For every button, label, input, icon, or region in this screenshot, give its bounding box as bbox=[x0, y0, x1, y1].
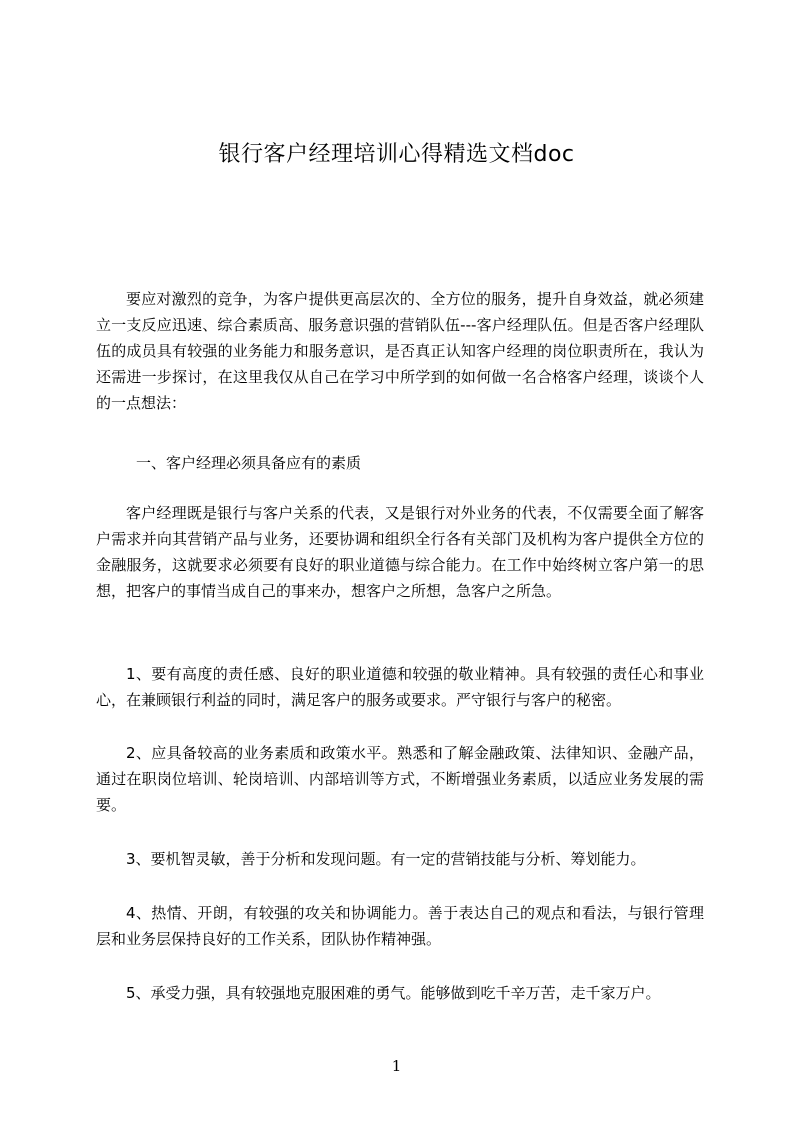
list-item-4: 4、热情、开朗，有较强的攻关和协调能力。善于表达自己的观点和看法，与银行管理层和业务层保持良好的工作关系，团队协作精神强。 bbox=[96, 904, 704, 948]
list-item-5: 5、承受力强，具有较强地克服困难的勇气。能够做到吃千辛万苦，走千家万户。 bbox=[126, 984, 661, 1002]
list-item-1: 1、要有高度的责任感、良好的职业道德和较强的敬业精神。具有较强的责任心和事业心，在兼顾银行利益的同时，满足客户的服务或要求。严守银行与客户的秘密。 bbox=[96, 665, 704, 709]
intro-paragraph: 要应对激烈的竞争，为客户提供更高层次的、全方位的服务，提升自身效益，就必须建立一支反应迅速、综合素质高、服务意识强的营销队伍---客户经理队伍。但是否客户经理队伍的成员具有较强的业务能力和服务意识，是否真正认知客户经理的岗位职责所在，我认为还需进一步探讨，在这里我仅从自己在学习中所学到的如何做一名合格客户经理，谈谈个人的一点想法： bbox=[96, 290, 704, 412]
section-1-paragraph: 客户经理既是银行与客户关系的代表，又是银行对外业务的代表，不仅需要全面了解客户需求并向其营销产品与业务，还要协调和组织全行各有关部门及机构为客户提供全方位的金融服务，这就要求必须要有良好的职业道德与综合能力。在工作中始终树立客户第一的思想，把客户的事情当成自己的事来办，想客户之所想，急客户之所急。 bbox=[96, 504, 704, 600]
list-item-2: 2、应具备较高的业务素质和政策水平。熟悉和了解金融政策、法律知识、金融产品，通过在职岗位培训、轮岗培训、内部培训等方式，不断增强业务素质，以适应业务发展的需要。 bbox=[96, 744, 704, 814]
list-item-3: 3、要机智灵敏，善于分析和发现问题。有一定的营销技能与分析、筹划能力。 bbox=[126, 850, 646, 868]
page-number: 1 bbox=[391, 1057, 402, 1075]
section-heading-1: 一、客户经理必须具备应有的素质 bbox=[136, 454, 362, 472]
document-title: 银行客户经理培训心得精选文档doc bbox=[218, 142, 575, 167]
